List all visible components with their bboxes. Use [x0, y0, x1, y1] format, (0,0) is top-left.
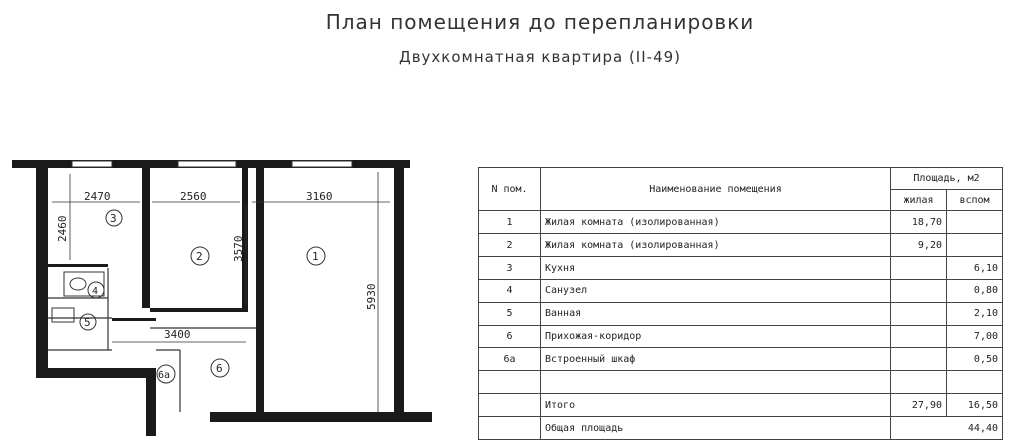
table-row	[479, 257, 1003, 280]
row-living	[891, 279, 947, 302]
row-name: Ванная	[541, 302, 891, 325]
dimension-3570: 3570	[232, 235, 245, 262]
row-living	[891, 302, 947, 325]
row-number: 1	[479, 211, 541, 234]
row-living	[891, 325, 947, 348]
table-row-empty	[479, 371, 1003, 394]
sanitary-fixtures	[52, 272, 104, 322]
header-name: Наименование помещения	[541, 168, 891, 211]
row-aux	[947, 234, 1003, 257]
room-area-table	[478, 167, 1003, 440]
dimension-3160: 3160	[306, 190, 333, 203]
row-name: Жилая комната (изолированная)	[541, 234, 891, 257]
row-living: 18,70	[891, 211, 947, 234]
total-aux: 16,50	[947, 394, 1003, 417]
row-living	[891, 371, 947, 394]
table-total-row	[479, 394, 1003, 417]
overall-value: 44,40	[891, 417, 1003, 440]
row-aux: 6,10	[947, 257, 1003, 280]
room-markers	[80, 210, 325, 383]
row-number: 6	[479, 325, 541, 348]
table-row	[479, 211, 1003, 234]
page-subtitle: Двухкомнатная квартира (II-49)	[398, 48, 682, 66]
total-living: 27,90	[891, 394, 947, 417]
dimension-3400: 3400	[164, 328, 191, 341]
room-label-1: 1	[312, 250, 319, 263]
floor-plan	[0, 150, 440, 442]
total-number-cell	[479, 394, 541, 417]
row-living	[891, 257, 947, 280]
room-label-3: 3	[110, 212, 117, 225]
header-living: жилая	[891, 189, 947, 211]
header-aux: вспом	[947, 189, 1003, 211]
room-label-2: 2	[196, 250, 203, 263]
dimension-2560: 2560	[180, 190, 207, 203]
room-label-6: 6	[216, 362, 223, 375]
row-aux: 0,50	[947, 348, 1003, 371]
room-label-4: 4	[92, 286, 99, 297]
row-name	[541, 371, 891, 394]
overall-label: Общая площадь	[541, 417, 891, 440]
row-number: 5	[479, 302, 541, 325]
total-label: Итого	[541, 394, 891, 417]
overall-number-cell	[479, 417, 541, 440]
row-number: 2	[479, 234, 541, 257]
dimension-2470: 2470	[84, 190, 111, 203]
row-name: Жилая комната (изолированная)	[541, 211, 891, 234]
dimension-2460: 2460	[56, 215, 69, 242]
row-name: Встроенный шкаф	[541, 348, 891, 371]
room-label-6a: 6а	[158, 370, 171, 381]
row-aux: 7,00	[947, 325, 1003, 348]
header-area: Площадь, м2	[891, 168, 1003, 190]
table-row	[479, 234, 1003, 257]
dimension-5930: 5930	[365, 283, 378, 310]
table-row	[479, 302, 1003, 325]
page-title: План помещения до перепланировки	[325, 10, 755, 34]
table-row	[479, 348, 1003, 371]
row-number: 3	[479, 257, 541, 280]
table-overall-row	[479, 417, 1003, 440]
row-living	[891, 348, 947, 371]
header-number: N пом.	[479, 168, 541, 211]
row-number: 6а	[479, 348, 541, 371]
row-name: Санузел	[541, 279, 891, 302]
row-aux	[947, 211, 1003, 234]
row-number	[479, 371, 541, 394]
row-living: 9,20	[891, 234, 947, 257]
table-header-row	[479, 168, 1003, 190]
row-name: Кухня	[541, 257, 891, 280]
row-name: Прихожая-коридор	[541, 325, 891, 348]
row-aux: 2,10	[947, 302, 1003, 325]
row-aux	[947, 371, 1003, 394]
room-label-5: 5	[84, 316, 91, 329]
table-row	[479, 325, 1003, 348]
table-row	[479, 279, 1003, 302]
row-aux: 0,80	[947, 279, 1003, 302]
row-number: 4	[479, 279, 541, 302]
